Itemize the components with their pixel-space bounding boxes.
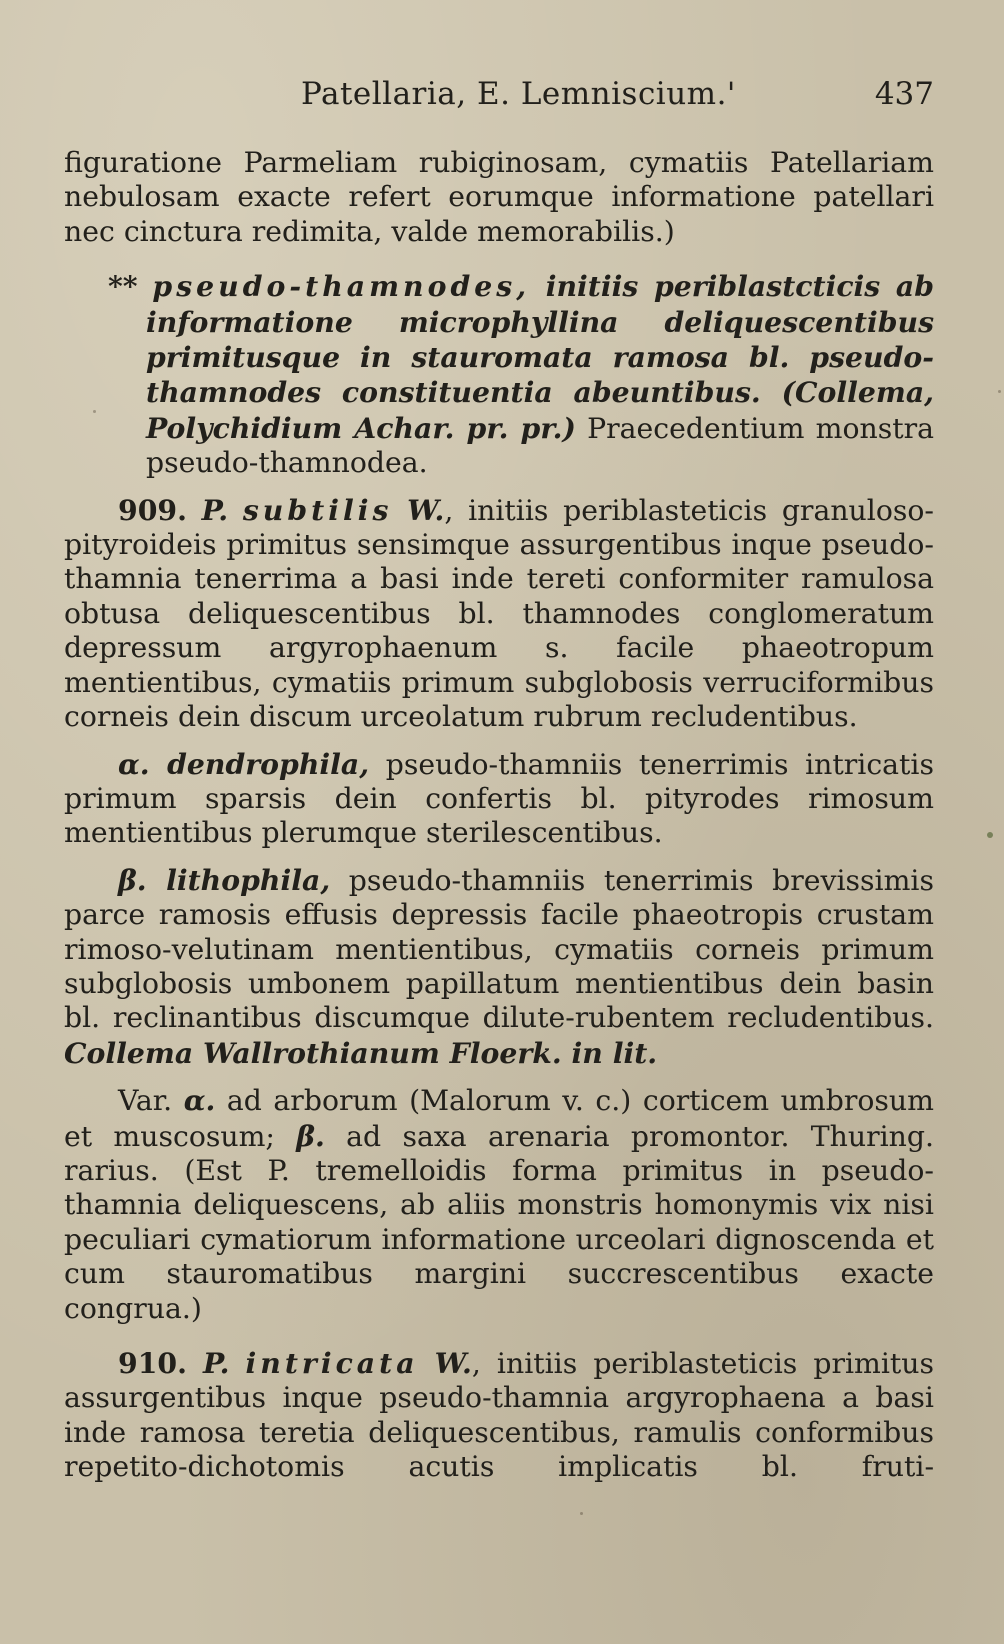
paragraph-text: Var. bbox=[118, 1084, 184, 1118]
paragraph-text: Praecedentium monstra pseudo-thamnodea. bbox=[146, 411, 935, 480]
variety-beta bbox=[64, 863, 934, 1071]
paragraph-text: , initiis periblasteticis primitus assurgentibus inque pseudo-thamnia argyrophaena a basi inde ramosa teretia deliquescentibus, ramulis conformibus repetito-dichotomis acutis implicatis bl. fruti- bbox=[64, 1347, 935, 1484]
double-asterisk-marker: ** bbox=[108, 269, 138, 304]
paragraph-text: pseudo-thamniis tenerrimis intricatis primum sparsis dein confertis bl. pityrodes rimosum mentientibus plerumque sterilescentibus. bbox=[64, 747, 934, 850]
paragraph-varieties-habitat bbox=[64, 1083, 934, 1326]
taxon-name: pseudo-thamnodes, bbox=[152, 269, 531, 304]
paper-speck bbox=[987, 832, 993, 838]
paper-speck bbox=[93, 410, 96, 413]
species-name: intricata bbox=[245, 1346, 419, 1380]
paragraph-text-italic: initiis periblastcticis ab informatione microphyllina deliquescentibus primitusque in stauromata ramosa bl. pseudo-thamnodes constituentia abeuntibus. bbox=[146, 269, 935, 410]
entry-number: 909. bbox=[118, 492, 187, 527]
text-body bbox=[64, 146, 934, 1485]
paragraph-text: ad saxa arenaria promontor. Thuring. rarius. (Est P. tremelloidis forma primitus in pseudo-thamnia deliquescens, ab aliis monstris homonymis vix nisi peculiari cymatiorum informatione urceolari dignoscenda et cum stauromatibus margini succrescentibus exacte congrua.) bbox=[64, 1119, 934, 1325]
variety-marker-alpha: α. bbox=[183, 1083, 216, 1118]
entry-910 bbox=[64, 1346, 934, 1485]
variety-label: β. lithophila, bbox=[118, 862, 331, 897]
paragraph-text: pseudo-thamniis tenerrimis brevissimis parce ramosis effusis depressis facile phaeotropis crustam rimoso-velutinam mentientibus, cymatiis corneis primum subglobosis umbonem papillatum mentientibus dein basin bl. reclinantibus discumque dilute-rubentem recludentibus. bbox=[64, 863, 934, 1035]
synonym-citation: (Collema, Polychidium Achar. pr. pr.) bbox=[146, 375, 934, 445]
paragraph-text: , initiis periblasteticis granuloso-pityroideis primitus sensimque assurgentibus inque pseudo-thamnia tenerrima a basi inde tereti conformiter ramulosa obtusa deliquescentibus bl. thamnodes conglomeratum depressum argyrophaenum s. facile phaeotropum mentientibus, cymatiis primum subglobosis verruciformibus corneis dein discum urceolatum rubrum recludentibus. bbox=[64, 493, 934, 734]
variety-label: α. dendrophila, bbox=[118, 746, 370, 781]
genus-abbrev: P. bbox=[203, 1346, 230, 1380]
variety-marker-beta: β. bbox=[296, 1118, 325, 1153]
synonym-citation: Collema Wallrothianum Floerk. in lit. bbox=[64, 1035, 658, 1070]
paragraph-pseudo-thamnodes bbox=[108, 269, 935, 480]
species-name: subtilis bbox=[242, 492, 393, 527]
running-title: Patellaria, E. Lemniscium.' bbox=[301, 76, 736, 112]
entry-number: 910. bbox=[118, 1346, 187, 1380]
paragraph-text: figuratione Parmeliam rubiginosam, cymatiis Patellariam nebulosam exacte refert eorumque informatione patellari nec cinctura redimita, valde memorabilis.) bbox=[64, 146, 934, 248]
author-abbrev: W. bbox=[407, 492, 445, 527]
page-number: 437 bbox=[874, 76, 934, 112]
paragraph-text: ad arborum (Malorum v. c.) corticem umbrosum et muscosum; bbox=[64, 1084, 934, 1153]
paragraph-continuation bbox=[64, 146, 934, 249]
entry-909 bbox=[64, 493, 934, 735]
author-abbrev: W. bbox=[434, 1346, 472, 1380]
genus-abbrev: P. bbox=[201, 492, 229, 527]
page-header bbox=[64, 76, 934, 116]
variety-alpha bbox=[64, 747, 934, 851]
paper-speck bbox=[580, 1512, 583, 1515]
paper-speck bbox=[998, 390, 1001, 393]
